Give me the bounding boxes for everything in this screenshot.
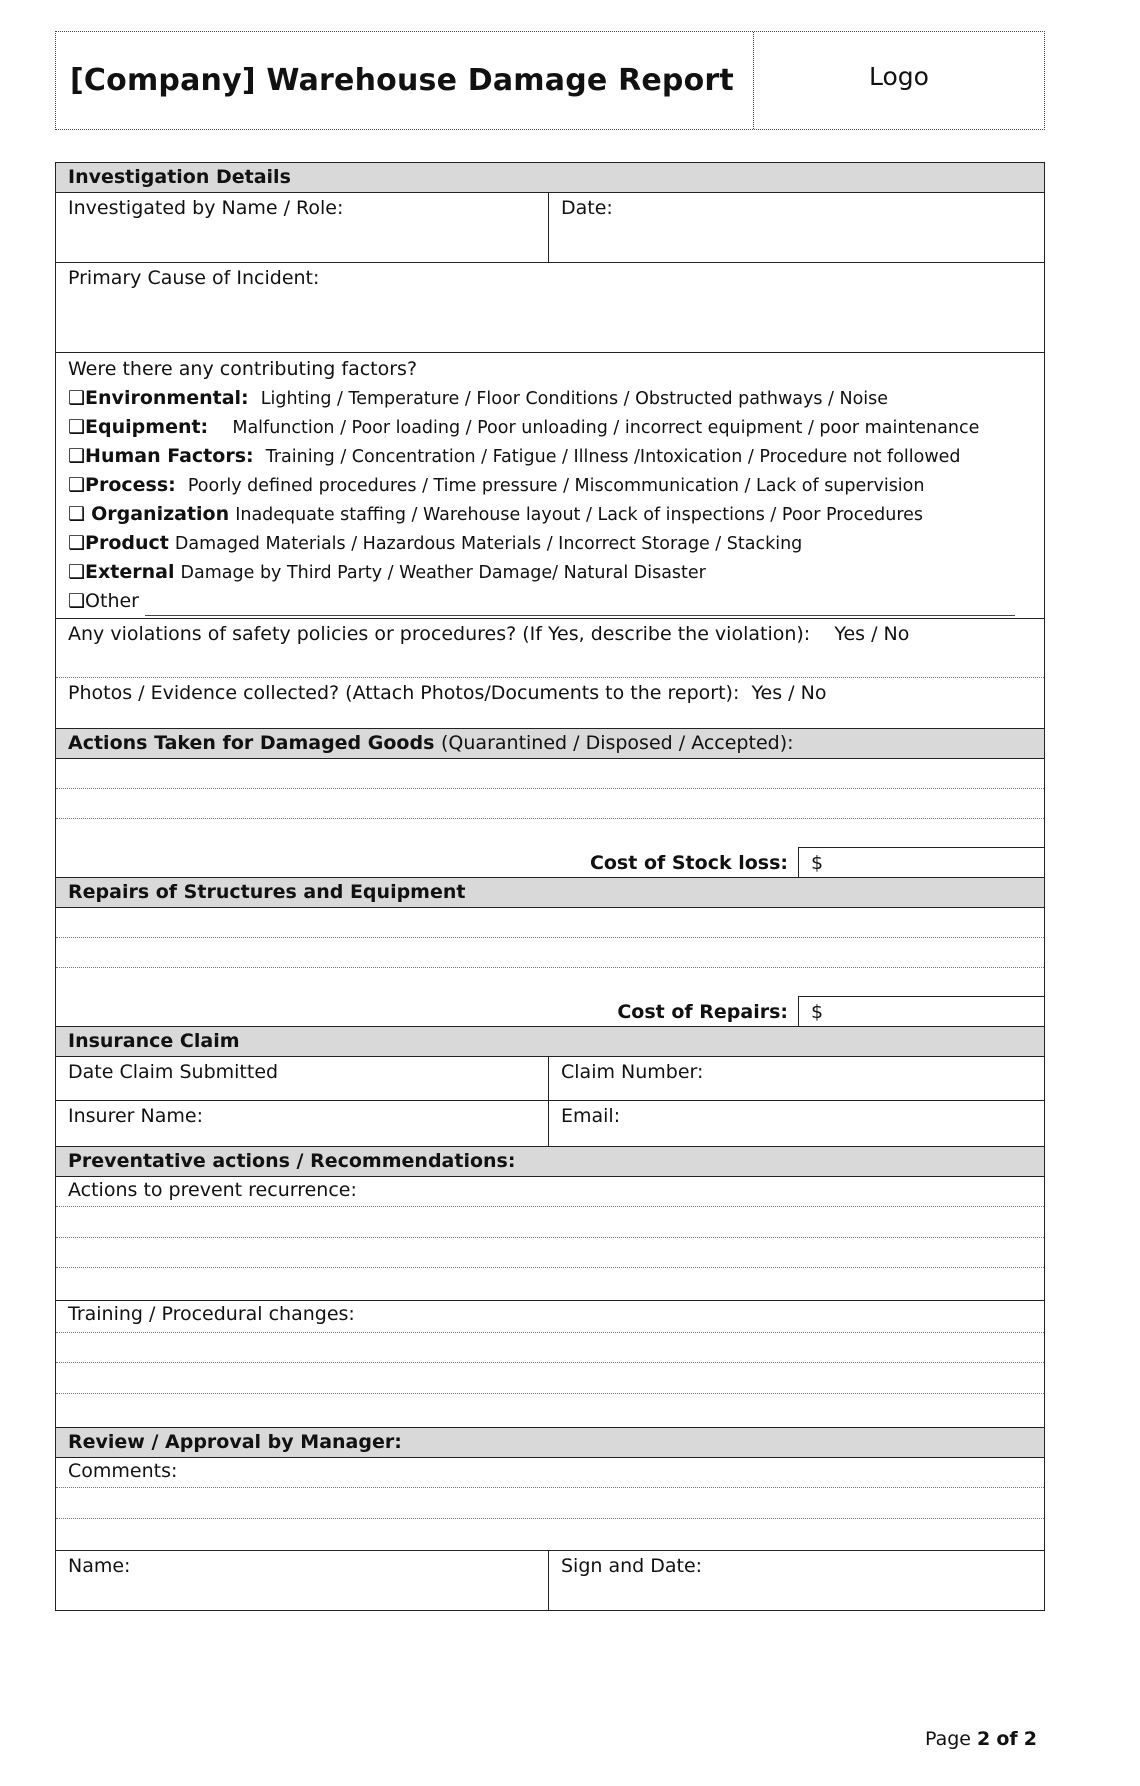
claim-number-field[interactable]: Claim Number: (561, 1061, 704, 1083)
prevent-line[interactable] (56, 1268, 1044, 1301)
approval-row (56, 1551, 1044, 1610)
factor-human[interactable]: ❑Human Factors: Training / Concentration / Fatigue / Illness /Intoxication / Procedure not followed (68, 445, 961, 467)
prevent-recurrence-field[interactable]: Actions to prevent recurrence: (56, 1177, 1044, 1207)
report-form (55, 162, 1045, 1611)
repairs-cost-input[interactable] (798, 996, 1044, 1026)
investigated-by-field[interactable] (56, 193, 549, 262)
checkbox-icon[interactable]: ❑ (68, 474, 86, 496)
training-line[interactable] (56, 1333, 1044, 1363)
currency-symbol: $ (811, 1001, 824, 1023)
violations-label: Any violations of safety policies or procedures? (If Yes, describe the violation): (68, 623, 811, 645)
currency-symbol: $ (811, 852, 824, 874)
section-insurance-claim: Insurance Claim (56, 1027, 1044, 1057)
actions-line[interactable] (56, 819, 1044, 849)
section-review-approval: Review / Approval by Manager: (56, 1428, 1044, 1458)
section-investigation-details: Investigation Details (56, 163, 1044, 193)
violations-yes-no[interactable]: Yes / No (834, 623, 910, 645)
training-changes-field[interactable]: Training / Procedural changes: (56, 1301, 1044, 1333)
factor-product[interactable]: ❑Product Damaged Materials / Hazardous Materials / Incorrect Storage / Stacking (68, 532, 803, 554)
stock-loss-label: Cost of Stock loss: (589, 852, 788, 874)
repairs-cost-row (56, 996, 1044, 1027)
logo-placeholder: Logo (869, 62, 929, 91)
investigator-row (56, 193, 1044, 263)
investigation-date-field[interactable] (549, 193, 1044, 262)
checkbox-icon[interactable]: ❑ (68, 503, 86, 525)
comments-field[interactable]: Comments: (56, 1458, 1044, 1488)
comments-line[interactable] (56, 1488, 1044, 1519)
checkbox-icon[interactable]: ❑ (68, 387, 86, 409)
insurance-row-1 (56, 1057, 1044, 1101)
insurance-row-2 (56, 1101, 1044, 1147)
stock-loss-cost-row (56, 847, 1044, 878)
stock-loss-input[interactable] (798, 847, 1044, 877)
factor-external[interactable]: ❑External Damage by Third Party / Weather Damage/ Natural Disaster (68, 561, 706, 583)
primary-cause-field[interactable] (56, 263, 1044, 353)
primary-cause-label: Primary Cause of Incident: (68, 267, 320, 289)
photos-yes-no[interactable]: Yes / No (751, 682, 827, 704)
insurer-name-field[interactable]: Insurer Name: (56, 1101, 549, 1146)
sign-and-date-field[interactable]: Sign and Date: (561, 1555, 703, 1577)
training-line[interactable] (56, 1394, 1044, 1428)
actions-line[interactable] (56, 789, 1044, 819)
checkbox-icon[interactable]: ❑ (68, 561, 86, 583)
factor-equipment[interactable]: ❑Equipment: Malfunction / Poor loading / Poor unloading / incorrect equipment / poor maintenance (68, 416, 980, 438)
checkbox-icon[interactable]: ❑ (68, 532, 86, 554)
insurer-email-field[interactable]: Email: (561, 1105, 621, 1127)
factor-process[interactable]: ❑Process: Poorly defined procedures / Time pressure / Miscommunication / Lack of supervision (68, 474, 925, 496)
report-header (55, 31, 1045, 130)
photos-row[interactable] (56, 678, 1044, 729)
section-actions-taken: Actions Taken for Damaged Goods (Quarantined / Disposed / Accepted): (56, 729, 1044, 759)
checkbox-icon[interactable]: ❑ (68, 416, 86, 438)
repairs-line[interactable] (56, 908, 1044, 938)
prevent-line[interactable] (56, 1238, 1044, 1268)
prevent-line[interactable] (56, 1207, 1044, 1238)
checkbox-icon[interactable]: ❑ (68, 445, 86, 467)
section-preventative-actions: Preventative actions / Recommendations: (56, 1147, 1044, 1177)
repairs-line[interactable] (56, 968, 1044, 998)
checkbox-icon[interactable]: ❑ (68, 590, 86, 612)
page-number: Page 2 of 2 (925, 1728, 1037, 1750)
repairs-cost-label: Cost of Repairs: (617, 1001, 788, 1023)
investigation-date-label: Date: (561, 197, 613, 219)
violations-row[interactable] (56, 619, 1044, 678)
photos-label: Photos / Evidence collected? (Attach Photos/Documents to the report): (68, 682, 740, 704)
other-input-line[interactable] (145, 597, 1015, 616)
training-line[interactable] (56, 1363, 1044, 1394)
factor-environmental[interactable]: ❑Environmental: Lighting / Temperature / Floor Conditions / Obstructed pathways / Noise (68, 387, 889, 409)
manager-name-field[interactable]: Name: (56, 1551, 549, 1610)
factor-organization[interactable]: ❑ Organization Inadequate staffing / Warehouse layout / Lack of inspections / Poor Procedures (68, 503, 924, 525)
investigated-by-label: Investigated by Name / Role: (68, 197, 344, 219)
comments-line[interactable] (56, 1519, 1044, 1551)
repairs-line[interactable] (56, 938, 1044, 968)
actions-line[interactable] (56, 759, 1044, 789)
section-repairs: Repairs of Structures and Equipment (56, 878, 1044, 908)
date-claim-submitted-field[interactable]: Date Claim Submitted (56, 1057, 549, 1100)
report-title: [Company] Warehouse Damage Report (56, 32, 754, 129)
contributing-factors-block (56, 353, 1044, 619)
factor-other[interactable]: ❑Other (68, 587, 1032, 616)
contributing-factors-question: Were there any contributing factors? (68, 358, 418, 380)
